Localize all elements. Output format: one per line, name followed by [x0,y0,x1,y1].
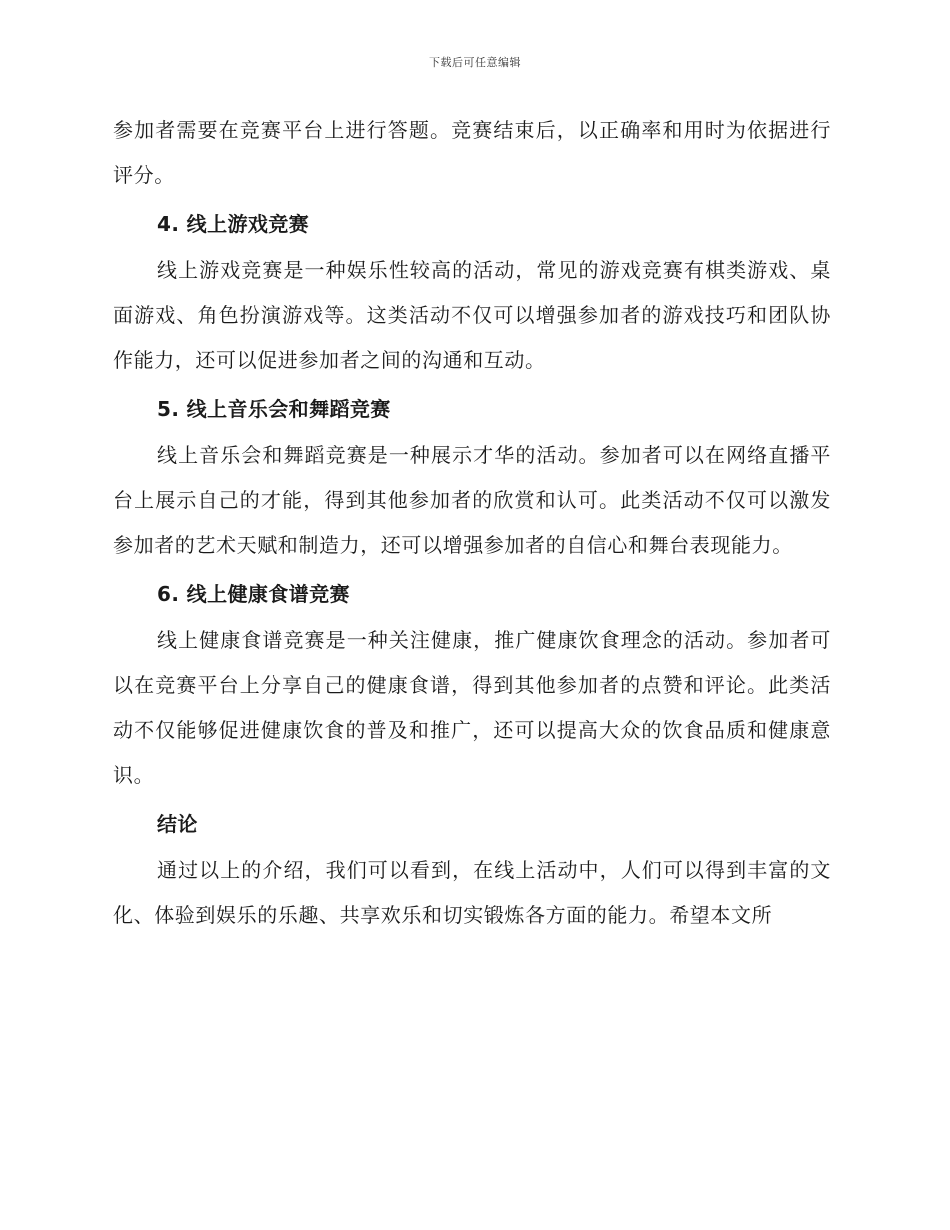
paragraph-online-healthy-recipe-contest: 线上健康食谱竞赛是一种关注健康，推广健康饮食理念的活动。参加者可以在竞赛平台上分享自己的健康食谱，得到其他参加者的点赞和评论。此类活动不仅能够促进健康饮食的普及和推广，还可以提高大众的饮食品质和健康意识。 [113,628,831,787]
paragraph-online-game-contest: 线上游戏竞赛是一种娱乐性较高的活动，常见的游戏竞赛有棋类游戏、桌面游戏、角色扮演游戏等。这类活动不仅可以增强参加者的游戏技巧和团队协作能力，还可以促进参加者之间的沟通和互动。 [113,258,831,372]
section-heading-online-healthy-recipe-contest: 6. 线上健康食谱竞赛 [157,582,350,606]
page-header-note: 下载后可任意编辑 [429,56,521,69]
section-heading-online-concert-dance-contest: 5. 线上音乐会和舞蹈竞赛 [157,397,391,421]
paragraph-continuation: 参加者需要在竞赛平台上进行答题。竞赛结束后，以正确率和用时为依据进行评分。 [113,118,831,187]
section-heading-conclusion: 结论 [157,812,198,836]
paragraph-online-concert-dance-contest: 线上音乐会和舞蹈竞赛是一种展示才华的活动。参加者可以在网络直播平台上展示自己的才能，得到其他参加者的欣赏和认可。此类活动不仅可以激发参加者的艺术天赋和制造力，还可以增强参加者的自信心和舞台表现能力。 [113,443,831,557]
document-body [113,108,831,938]
section-heading-online-game-contest: 4. 线上游戏竞赛 [157,212,310,236]
paragraph-conclusion: 通过以上的介绍，我们可以看到，在线上活动中，人们可以得到丰富的文化、体验到娱乐的乐趣、共享欢乐和切实锻炼各方面的能力。希望本文所 [113,858,831,927]
